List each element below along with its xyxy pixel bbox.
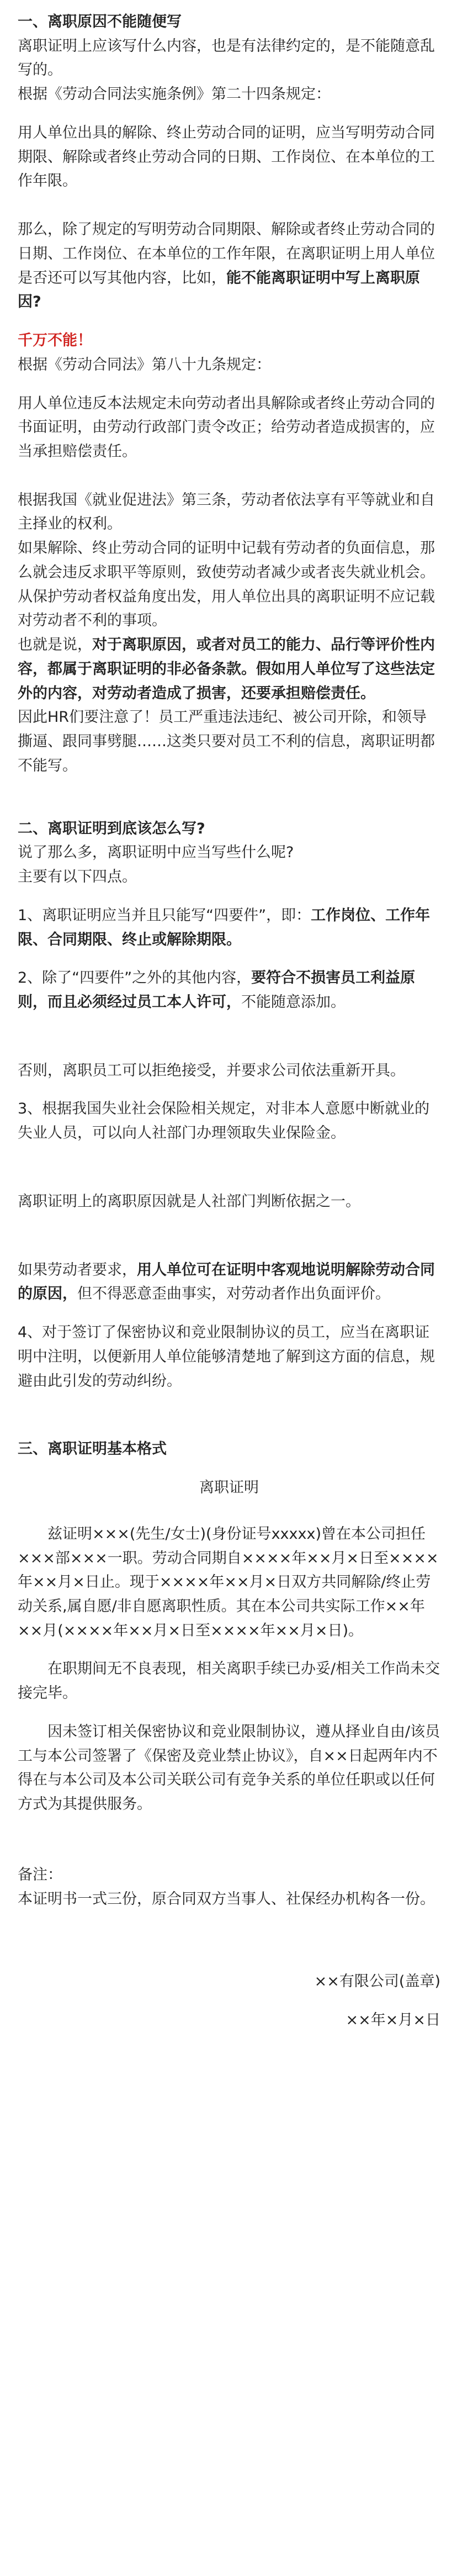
note-label: 备注： bbox=[18, 1866, 62, 1883]
note-text: 本证明书一式三份，原合同双方当事人、社保经办机构各一份。 bbox=[18, 1890, 435, 1908]
paragraph: 因此HR们要注意了！员工严重违法违纪、被公司开除，和领导撕逼、跟同事劈腿……这类只要对员工不利的信息，离职证明都不能写。 bbox=[18, 709, 435, 774]
paragraph: 离职证明上应该写什么内容，也是有法律约定的，是不能随意乱写的。 bbox=[18, 37, 435, 79]
section-3-title: 三、离职证明基本格式 bbox=[18, 1440, 167, 1458]
text-span: 也就是说， bbox=[18, 636, 92, 654]
list-item: 3、根据我国失业社会保险相关规定，对非本人意愿中断就业的失业人员，可以向人社部门办理领取失业保险金。 bbox=[18, 1100, 430, 1142]
paragraph: 根据《劳动合同法实施条例》第二十四条规定： bbox=[18, 86, 331, 103]
paragraph: 离职证明上的离职原因就是人社部门判断依据之一。 bbox=[18, 1192, 360, 1210]
certificate-paragraph: 兹证明×××(先生/女士)(身份证号xxxxx)曾在本公司担任×××部×××一职。劳动合同期自××××年××月×日至××××年××月×日止。现于××××年××月×日双方共同解除/终止劳动关系,属自愿/非自愿离职性质。其在本公司共实际工作××年××月(××××年××月×日至××××年××月×日)。 bbox=[18, 1525, 439, 1639]
company-signature: ××有限公司(盖章) bbox=[314, 1973, 440, 1991]
paragraph: 主要有以下四点。 bbox=[18, 868, 137, 886]
signature-date: ××年×月×日 bbox=[346, 2012, 440, 2029]
bold-span: 能不能离职证明中写上离职原因? bbox=[18, 269, 420, 311]
text-span: 1、离职证明应当并且只能写“四要件”，即： bbox=[18, 906, 311, 924]
text-span: 那么，除了规定的写明劳动合同期限、解除或者终止劳动合同的日期、工作岗位、在本单位的工作年限，在离职证明上用人单位是否还可以写其他内容，比如， bbox=[18, 221, 435, 287]
bold-span: 对于离职原因，或者对员工的能力、品行等评价性内容，都属于离职证明的非必备条款。假如用人单位写了这些法定外的内容，对劳动者造成了损害，还要承担赔偿责任。 bbox=[18, 636, 435, 702]
law-quote: 用人单位出具的解除、终止劳动合同的证明，应当写明劳动合同期限、解除或者终止劳动合同的日期、工作岗位、在本单位的工作年限。 bbox=[18, 124, 435, 190]
bold-span: 工作岗位、工作年限、合同期限、终止或解除期限。 bbox=[18, 906, 431, 948]
list-item bbox=[18, 966, 440, 1014]
certificate-paragraph: 因未签订相关保密协议和竞业限制协议，遵从择业自由/该员工与本公司签署了《保密及竞业禁止协议》，自××日起两年内不得在与本公司及本公司关联公司有竞争关系的单位任职或以任何方式为其提供服务。 bbox=[18, 1723, 440, 1813]
section-1-title: 一、离职原因不能随便写 bbox=[18, 13, 182, 30]
text-span: 如果劳动者要求， bbox=[18, 1261, 137, 1279]
paragraph bbox=[18, 218, 440, 314]
text-span: 2、除了“四要件”之外的其他内容， bbox=[18, 969, 252, 987]
paragraph: 根据《劳动合同法》第八十九条规定： bbox=[18, 356, 271, 373]
list-item: 4、对于签订了保密协议和竞业限制协议的员工，应当在离职证明中注明，以便新用人单位能够清楚地了解到这方面的信息，规避由此引发的劳动纠纷。 bbox=[18, 1324, 435, 1390]
paragraph: 说了那么多，离职证明中应当写些什么呢? bbox=[18, 844, 294, 862]
certificate-paragraph: 在职期间无不良表现，相关离职手续已办妥/相关工作尚未交接完毕。 bbox=[18, 1660, 440, 1702]
bold-span: 用人单位可在证明中客观地说明解除劳动合同的原因， bbox=[18, 1261, 435, 1303]
paragraph: 否则，离职员工可以拒绝接受，并要求公司依法重新开具。 bbox=[18, 1062, 405, 1079]
paragraph: 根据我国《就业促进法》第三条，劳动者依法享有平等就业和自主择业的权利。 bbox=[18, 491, 435, 533]
paragraph bbox=[18, 633, 440, 705]
text-span: 但不得恶意歪曲事实，对劳动者作出负面评价。 bbox=[77, 1285, 390, 1303]
bold-span: 要符合不损害员工利益原则，而且必须经过员工本人许可， bbox=[18, 969, 416, 1011]
section-2-title: 二、离职证明到底该怎么写? bbox=[18, 820, 205, 837]
paragraph bbox=[18, 1258, 440, 1306]
list-item bbox=[18, 904, 440, 952]
paragraph: 从保护劳动者权益角度出发，用人单位出具的离职证明不应记载对劳动者不利的事项。 bbox=[18, 588, 435, 630]
paragraph: 如果解除、终止劳动合同的证明中记载有劳动者的负面信息，那么就会违反求职平等原则，致使劳动者减少或者丧失就业机会。 bbox=[18, 540, 435, 581]
certificate-title: 离职证明 bbox=[199, 1479, 259, 1497]
warning-text: 千万不能！ bbox=[18, 332, 92, 350]
text-span: 不能随意添加。 bbox=[241, 993, 346, 1011]
law-quote: 用人单位违反本法规定未向劳动者出具解除或者终止劳动合同的书面证明，由劳动行政部门责令改正；给劳动者造成损害的，应当承担赔偿责任。 bbox=[18, 394, 435, 461]
